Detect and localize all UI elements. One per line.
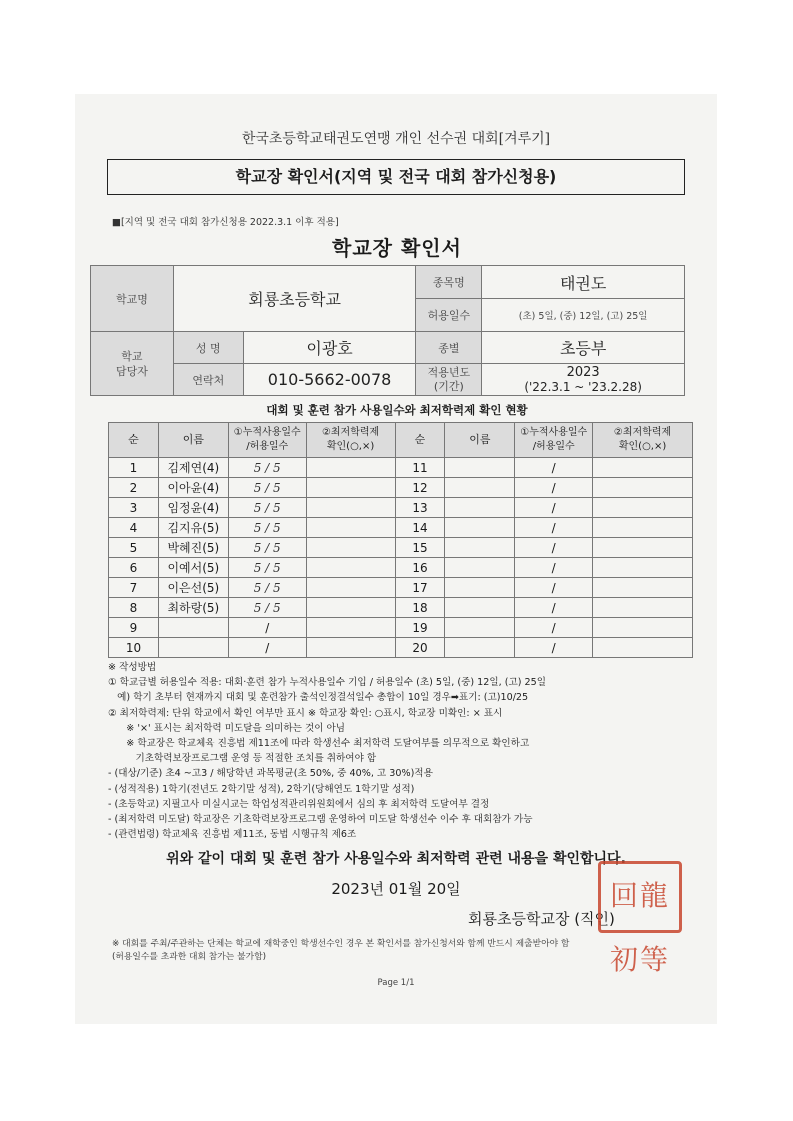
student-name bbox=[445, 618, 515, 638]
student-name: 이아윤(4) bbox=[158, 478, 228, 498]
used-days: / bbox=[228, 618, 306, 638]
principal-signature: 회룡초등학교장 (직인) bbox=[468, 910, 615, 928]
table-row bbox=[109, 638, 693, 658]
header-check: ②최저학력제 확인(○,×) bbox=[306, 423, 395, 458]
student-name bbox=[158, 638, 228, 658]
used-days: / bbox=[515, 638, 593, 658]
instruction-line: ※ 작성방법 bbox=[108, 662, 157, 673]
student-name bbox=[445, 538, 515, 558]
submission-footnote: ※ 대회를 주최/주관하는 단체는 학교에 재학중인 학생선수인 경우 본 확인서를 참가신청서와 함께 반드시 제출받아야 함 (허용일수를 초과한 대회 참가는 불가함) bbox=[112, 939, 570, 962]
min-academic-check bbox=[306, 618, 395, 638]
used-days: / bbox=[228, 638, 306, 658]
applicability-note: ■[지역 및 전국 대회 참가신청용 2022.3.1 이후 적용] bbox=[112, 217, 339, 228]
table-row bbox=[109, 598, 693, 618]
contact-label: 연락처 bbox=[173, 364, 243, 396]
instruction-line: ※ '×' 표시는 최저학력 미도달을 의미하는 것이 아님 bbox=[108, 722, 346, 734]
instruction-line: - (대상/기준) 초4 ~고3 / 해당학년 과목평균(초 50%, 중 40%, 고 30%)적용 bbox=[108, 768, 433, 780]
manager-label: 학교 담당자 bbox=[91, 332, 174, 396]
row-number: 13 bbox=[395, 498, 445, 518]
period-value: ('22.3.1 ~ '23.2.28) bbox=[524, 379, 642, 394]
min-academic-check bbox=[306, 498, 395, 518]
certificate-title: 학교장 확인서 bbox=[332, 236, 462, 260]
used-days: 5 / 5 bbox=[228, 478, 306, 498]
used-days: 5 / 5 bbox=[228, 578, 306, 598]
document-title: 학교장 확인서(지역 및 전국 대회 참가신청용) bbox=[107, 159, 685, 195]
name-label: 성 명 bbox=[173, 332, 243, 364]
used-days: / bbox=[515, 478, 593, 498]
school-value: 회룡초등학교 bbox=[173, 266, 416, 332]
page-number: Page 1/1 bbox=[377, 978, 415, 988]
participation-table bbox=[108, 422, 693, 658]
min-academic-check bbox=[593, 598, 693, 618]
row-number: 5 bbox=[109, 538, 159, 558]
instruction-line: ① 학교급별 허용일수 적용: 대회·훈련 참가 누적사용일수 기입 / 허용일수 (초) 5일, (중) 12일, (고) 25일 bbox=[108, 677, 547, 689]
min-academic-check bbox=[306, 518, 395, 538]
student-name bbox=[445, 458, 515, 478]
min-academic-check bbox=[306, 558, 395, 578]
min-academic-check bbox=[306, 598, 395, 618]
student-name bbox=[445, 518, 515, 538]
allowed-days-value: (초) 5일, (중) 12일, (고) 25일 bbox=[482, 299, 685, 332]
row-number: 18 bbox=[395, 598, 445, 618]
event-label: 종목명 bbox=[416, 266, 482, 299]
row-number: 19 bbox=[395, 618, 445, 638]
year-label: 적용년도 (기간) bbox=[416, 364, 482, 396]
row-number: 9 bbox=[109, 618, 159, 638]
row-number: 6 bbox=[109, 558, 159, 578]
table-row bbox=[109, 538, 693, 558]
min-academic-check bbox=[593, 498, 693, 518]
student-name bbox=[445, 558, 515, 578]
header-name-right: 이름 bbox=[445, 423, 515, 458]
used-days: / bbox=[515, 578, 593, 598]
instruction-line: ② 최저학력제: 단위 학교에서 확인 여부만 표시 ※ 학교장 확인: ○표시, 학교장 미확인: × 표시 bbox=[108, 707, 503, 719]
table-row bbox=[109, 478, 693, 498]
table-row bbox=[109, 618, 693, 638]
row-number: 20 bbox=[395, 638, 445, 658]
used-days: 5 / 5 bbox=[228, 598, 306, 618]
student-name: 최하랑(5) bbox=[158, 598, 228, 618]
used-days: 5 / 5 bbox=[228, 558, 306, 578]
used-days: 5 / 5 bbox=[228, 518, 306, 538]
row-number: 16 bbox=[395, 558, 445, 578]
official-seal: 回龍初等 bbox=[598, 861, 682, 933]
row-number: 3 bbox=[109, 498, 159, 518]
student-name bbox=[445, 478, 515, 498]
instruction-line: - (초등학교) 지필고사 미실시교는 학업성적관리위원회에서 심의 후 최저학력 도달여부 결정 bbox=[108, 798, 490, 810]
min-academic-check bbox=[306, 458, 395, 478]
student-name: 이예서(5) bbox=[158, 558, 228, 578]
instruction-line: ※ 학교장은 학교체육 진흥법 제11조에 따라 학생선수 최저학력 도달여부를 의무적으로 확인하고 bbox=[108, 738, 530, 750]
table-row bbox=[109, 518, 693, 538]
header-no: 순 bbox=[109, 423, 159, 458]
student-name bbox=[445, 498, 515, 518]
row-number: 8 bbox=[109, 598, 159, 618]
row-number: 1 bbox=[109, 458, 159, 478]
used-days: 5 / 5 bbox=[228, 498, 306, 518]
min-academic-check bbox=[306, 538, 395, 558]
min-academic-check bbox=[593, 518, 693, 538]
competition-title: 한국초등학교태권도연맹 개인 선수권 대회[겨루기] bbox=[241, 131, 551, 147]
min-academic-check bbox=[593, 458, 693, 478]
student-name: 이은선(5) bbox=[158, 578, 228, 598]
row-number: 7 bbox=[109, 578, 159, 598]
min-academic-check bbox=[306, 478, 395, 498]
student-name: 김제연(4) bbox=[158, 458, 228, 478]
min-academic-check bbox=[306, 638, 395, 658]
used-days: / bbox=[515, 618, 593, 638]
used-days: 5 / 5 bbox=[228, 458, 306, 478]
used-days: / bbox=[515, 558, 593, 578]
status-table-title: 대회 및 훈련 참가 사용일수와 최저학력제 확인 현황 bbox=[266, 403, 528, 417]
confirmation-statement: 위와 같이 대회 및 훈련 참가 사용일수와 최저학력 관련 내용을 확인합니다. bbox=[166, 851, 626, 867]
student-name bbox=[158, 618, 228, 638]
instruction-line: 기초학력보장프로그램 운영 등 적절한 조치를 취하여야 함 bbox=[108, 753, 377, 765]
used-days: 5 / 5 bbox=[228, 538, 306, 558]
header-days: ①누적사용일수 /허용일수 bbox=[228, 423, 306, 458]
allowed-days-label: 허용일수 bbox=[416, 299, 482, 332]
student-name bbox=[445, 638, 515, 658]
school-info-table bbox=[90, 265, 685, 396]
used-days: / bbox=[515, 538, 593, 558]
row-number: 12 bbox=[395, 478, 445, 498]
min-academic-check bbox=[593, 578, 693, 598]
event-value: 태권도 bbox=[482, 266, 685, 299]
year-value: 2023 bbox=[566, 364, 600, 380]
used-days: / bbox=[515, 518, 593, 538]
row-number: 2 bbox=[109, 478, 159, 498]
manager-name: 이광호 bbox=[243, 332, 416, 364]
instruction-line: - (성적적용) 1학기(전년도 2학기말 성적), 2학기(당해연도 1학기말 성적) bbox=[108, 783, 415, 795]
contact-value: 010-5662-0078 bbox=[243, 364, 416, 396]
issue-date: 2023년 01월 20일 bbox=[331, 880, 461, 898]
school-label: 학교명 bbox=[91, 266, 174, 332]
header-no-right: 순 bbox=[395, 423, 445, 458]
min-academic-check bbox=[593, 538, 693, 558]
table-header-row bbox=[109, 423, 693, 458]
min-academic-check bbox=[593, 478, 693, 498]
row-number: 10 bbox=[109, 638, 159, 658]
used-days: / bbox=[515, 598, 593, 618]
header-name: 이름 bbox=[158, 423, 228, 458]
type-label: 종별 bbox=[416, 332, 482, 364]
header-days-right: ①누적사용일수 /허용일수 bbox=[515, 423, 593, 458]
row-number: 17 bbox=[395, 578, 445, 598]
row-number: 4 bbox=[109, 518, 159, 538]
min-academic-check bbox=[593, 638, 693, 658]
student-name bbox=[445, 578, 515, 598]
student-name: 박혜진(5) bbox=[158, 538, 228, 558]
min-academic-check bbox=[593, 558, 693, 578]
row-number: 11 bbox=[395, 458, 445, 478]
student-name: 김지유(5) bbox=[158, 518, 228, 538]
table-row bbox=[109, 458, 693, 478]
min-academic-check bbox=[306, 578, 395, 598]
header-check-right: ②최저학력제 확인(○,×) bbox=[593, 423, 693, 458]
used-days: / bbox=[515, 458, 593, 478]
row-number: 14 bbox=[395, 518, 445, 538]
instruction-line: 예) 학기 초부터 현재까지 대회 및 훈련참가 출석인정결석일수 총합이 10일 경우➡표기: (고)10/25 bbox=[108, 692, 529, 704]
row-number: 15 bbox=[395, 538, 445, 558]
student-name: 임정윤(4) bbox=[158, 498, 228, 518]
type-value: 초등부 bbox=[482, 332, 685, 364]
writing-instructions bbox=[108, 660, 698, 842]
student-name bbox=[445, 598, 515, 618]
table-row bbox=[109, 578, 693, 598]
min-academic-check bbox=[593, 618, 693, 638]
instruction-line: - (관련법령) 학교체육 진흥법 제11조, 동법 시행규칙 제6조 bbox=[108, 829, 357, 841]
table-row bbox=[109, 498, 693, 518]
year-cell bbox=[482, 364, 685, 396]
instruction-line: - (최저학력 미도달) 학교장은 기초학력보장프로그램 운영하여 미도달 학생선수 이수 후 대회참가 가능 bbox=[108, 814, 533, 826]
table-row bbox=[109, 558, 693, 578]
used-days: / bbox=[515, 498, 593, 518]
